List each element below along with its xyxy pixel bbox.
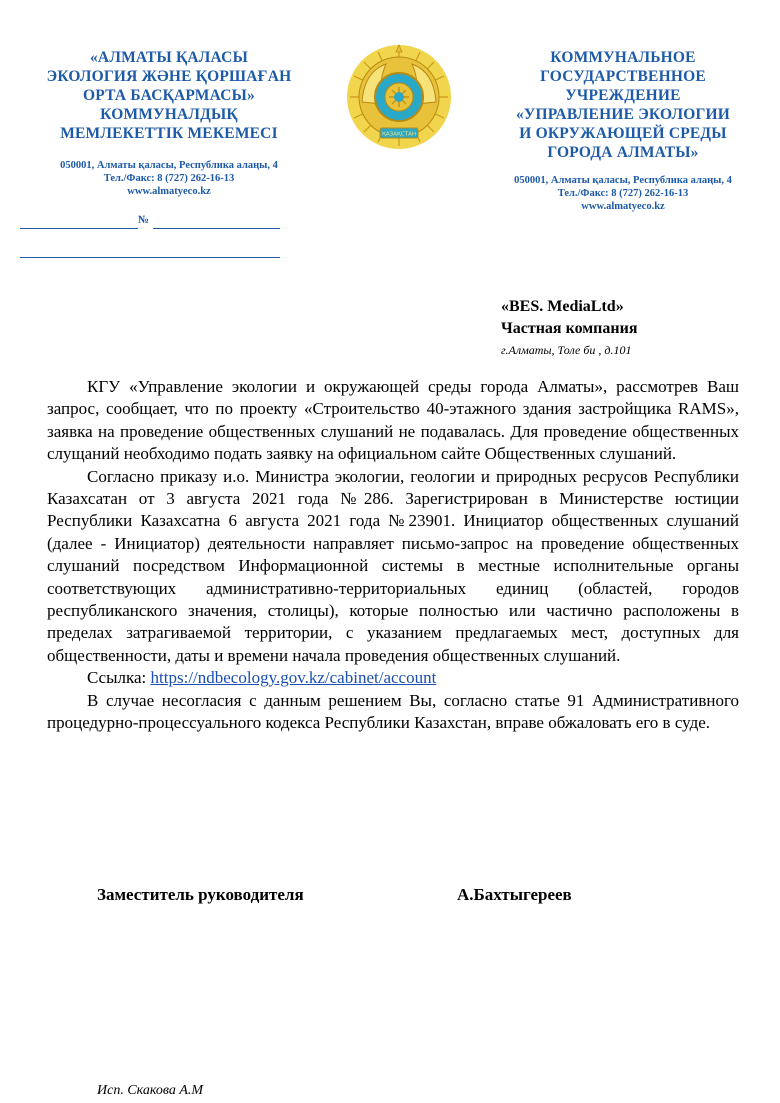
org-contacts-kazakh — [24, 159, 314, 198]
hearings-portal-link[interactable]: https://ndbecology.gov.kz/cabinet/account — [150, 668, 437, 688]
org-name-line: КОММУНАЛЬНОЕ — [550, 49, 696, 66]
recipient-type: Частная компания — [501, 320, 638, 337]
org-phone: Тел./Факс: 8 (727) 262-16-13 — [557, 188, 689, 199]
org-address: 050001, Алматы қаласы, Республика алаңы, 4 — [514, 175, 732, 186]
emblem-text: ҚАЗАҚСТАН — [382, 131, 416, 138]
org-name-line: «УПРАВЛЕНИЕ ЭКОЛОГИИ — [515, 106, 731, 123]
org-phone: Тел./Факс: 8 (727) 262-16-13 — [103, 173, 235, 184]
reg-number-line — [153, 228, 280, 229]
executor-note: Исп. Скакова А.М — [97, 1083, 204, 1098]
reg-date-line — [20, 228, 138, 229]
org-name-line: КОММУНАЛДЫҚ — [100, 106, 238, 123]
body-paragraph-2: Согласно приказу и.о. Министра экологии, геологии и природных ресрусов Республики Казахсатан от 3 августа 2021 года №286. Зарегистрирован в Министерстве юстиции Республики Казахсатна 6 августа 2021 года №23901. Инициатор общественных слушаний (далее - Инициатор) деятельности направляет письмо-запрос на проведение общественных слушаний посредством Информационной системы в местные исполнительные органы соответствующих административно-территориальных единиц (областей, городов республиканского значения, столицы), которые полностью или частично расположены в пределах затрагиваемой территории, с указанием предлагаемых мест, доступных для общественности, даты и времени начала проведения общественных слушаний. — [47, 466, 739, 665]
org-name-line: И ОКРУЖАЮЩЕЙ СРЕДЫ — [519, 125, 727, 142]
org-header-russian — [478, 48, 768, 213]
org-name-line: МЕМЛЕКЕТТІК МЕКЕМЕСІ — [60, 125, 278, 142]
org-website: www.almatyeco.kz — [581, 201, 665, 212]
org-name-kazakh — [24, 48, 314, 143]
org-address: 050001, Алматы қаласы, Республика алаңы, 4 — [60, 160, 278, 171]
org-name-line: ЭКОЛОГИЯ ЖӘНЕ ҚОРШАҒАН — [46, 68, 292, 85]
state-emblem-logo — [344, 42, 454, 152]
signatory-name: А.Бахтыгереев — [457, 885, 572, 904]
org-name-line: ГОСУДАРСТВЕННОЕ — [540, 68, 706, 85]
link-label: Ссылка: — [87, 668, 151, 688]
recipient-company: «BES. MediaLtd» — [501, 298, 624, 315]
org-header-kazakh — [24, 48, 314, 198]
letter-body — [47, 376, 739, 735]
org-name-line: ОРТА БАСҚАРМАСЫ» — [82, 87, 256, 104]
recipient-address: г.Алматы, Толе би , д.101 — [501, 343, 632, 357]
org-name-russian — [478, 48, 768, 162]
org-contacts-russian — [478, 174, 768, 213]
org-website: www.almatyeco.kz — [127, 186, 211, 197]
org-name-line: «АЛМАТЫ ҚАЛАСЫ — [89, 49, 248, 66]
org-name-line: ГОРОДА АЛМАТЫ» — [547, 144, 699, 161]
link-paragraph — [47, 667, 739, 689]
recipient-block — [501, 296, 638, 358]
body-paragraph-4: В случае несогласия с данным решением Вы, согласно статье 91 Административного процедурно-процессуального кодекса Республики Казахстан, вправе обжаловать его в суде. — [47, 690, 739, 733]
reg-extra-line — [20, 257, 280, 258]
reg-number-sign: № — [138, 214, 150, 226]
signatory-title: Заместитель руководителя — [97, 885, 304, 904]
body-paragraph-1: КГУ «Управление экологии и окружающей среды города Алматы», рассмотрев Ваш запрос, сообщает, что по проекту «Строительство 40-этажного здания застройщика RAMS», заявка на проведение общественных слушаний не подавалась. Для проведение общественных слущаний необходимо подать заявку на официальном сайте Общественных слушаний. — [47, 377, 739, 464]
org-name-line: УЧРЕЖДЕНИЕ — [565, 87, 681, 104]
